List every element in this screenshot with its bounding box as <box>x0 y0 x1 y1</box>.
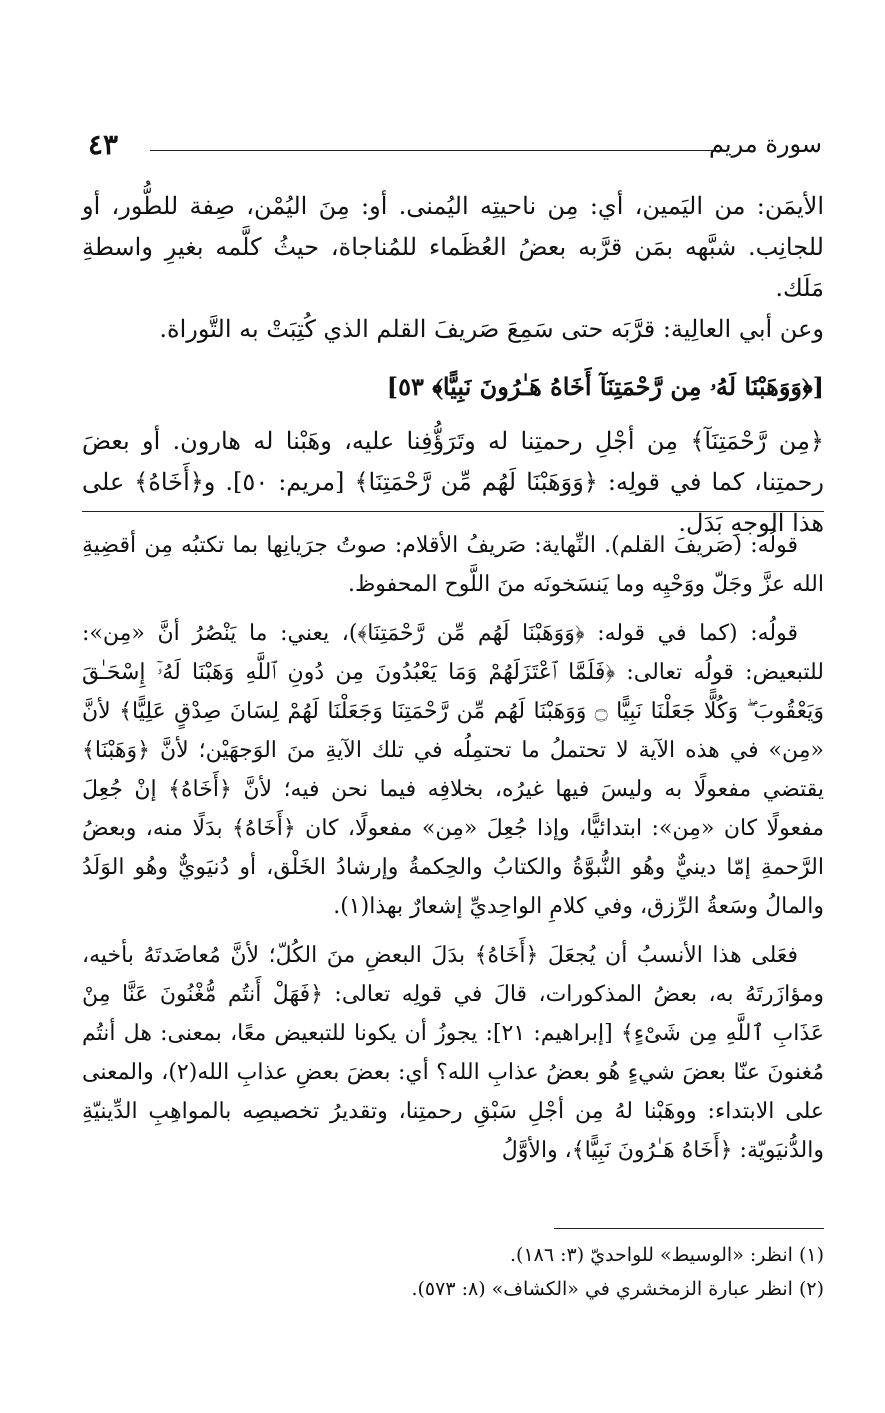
surah-title: سورة مريم <box>708 130 822 158</box>
main-paragraph-3: ﴿مِن رَّحْمَتِنَآ﴾ مِن أجْلِ رحمتِنا له وتَرَؤُّفِنا عليه، وهَبْنا له هارون. أو بعضَ رحمتِنا، كما في قولِه: ﴿وَوَهَبْنَا لَهُم مِّن رَّحْمَتِنَا﴾ [مريم: ٥٠]. و﴿أَخَاهُ﴾ على هذا الوجهِ بَدَل. <box>82 427 825 537</box>
commentary-paragraph-3: فعَلى هذا الأنسبُ أن يُجعَلَ ﴿أَخَاهُ﴾ بدَلَ البعضِ منَ الكُلّ؛ لأنَّ مُعاضَدتَهُ بأخيه، ومؤازَرتَهُ به، بعضُ المذكورات، قالَ في قولِه تعالى: ﴿فَهَلْ أَنتُم مُّغْنُونَ عَنَّا مِنْ عَذَابِ ٱللَّهِ مِن شَىْءٍ﴾ [إبراهيم: ٢١]: يجوزُ أن يكونا للتبعيض معًا، بمعنى: هل أنتُم مُغنونَ عنّا بعضَ شيءٍ هُو بعضُ عذابِ الله؟ أي: بعضَ بعضِ عذابِ الله(٢)، والمعنى على الابتداء: ووهَبْنا لهُ مِن أجْلِ سَبْقِ رحمتِنا، وتقديرُ تخصيصِه بالمواهِبِ الدِّينيّةِ والدُّنيَويّة: ﴿أَخَاهُ هَـٰرُونَ نَبِيًّا﴾، والأوَّلُ <box>82 943 824 1163</box>
quran-verse: [﴿وَوَهَبْنَا لَهُۥ مِن رَّحْمَتِنَآ أَخَاهُ هَـٰرُونَ نَبِيًّا﴾ ٥٣] <box>386 372 824 401</box>
footnotes <box>82 1238 824 1306</box>
running-header <box>88 128 822 168</box>
main-divider <box>82 511 824 512</box>
main-text <box>82 186 824 544</box>
main-paragraph-2: وعن أبي العالِية: قرَّبَه حتى سَمِعَ صَريفَ القلم الذي كُتِبَتْ به التَّوراة. <box>159 315 824 343</box>
header-rule <box>150 150 726 151</box>
footnote-1: (١) انظر: «الوسيط» للواحديّ (٣: ١٨٦). <box>510 1244 824 1266</box>
commentary-paragraph-1: قولُه: (صَريفَ القلم). النِّهاية: صَريفُ الأقلام: صوتُ جرَيانِها بما تكتبُه مِن أقضِيةِ الله عزَّ وجَلّ ووَحْيِه وما يَنسَخونَه منَ اللَّوح المحفوظ. <box>82 533 824 597</box>
main-paragraph-1: الأيمَن: من اليَمين، أي: مِن ناحيتِه اليُمنى. أو: مِنَ اليُمْن، صِفة للطُّور، أو للجانِب. شبَّهه بمَن قرَّبه بعضُ العُظَماء للمُناجاة، حيثُ كلَّمه بغيرِ واسطةِ مَلَك. <box>82 192 824 302</box>
footnote-2: (٢) انظر عبارة الزمخشري في «الكشاف» (٨: ٥٧٣). <box>411 1278 824 1300</box>
commentary <box>82 526 824 1180</box>
commentary-paragraph-2: قولُه: (كما في قوله: ﴿وَوَهَبْنَا لَهُم مِّن رَّحْمَتِنَا﴾)، يعني: ما يَنْصُرُ أنَّ «مِن»: للتبعيض: قولُه تعالى: ﴿فَلَمَّا ٱعْتَزَلَهُمْ وَمَا يَعْبُدُونَ مِن دُونِ ٱللَّهِ وَهَبْنَا لَهُۥٓ إِسْحَـٰقَ وَيَعْقُوبَ ۖ وَكُلًّا جَعَلْنَا نَبِيًّا ۝ وَوَهَبْنَا لَهُم مِّن رَّحْمَتِنَا وَجَعَلْنَا لَهُمْ لِسَانَ صِدْقٍ عَلِيًّا﴾ لأنَّ «مِن» في هذه الآية لا تحتملُ ما تحتمِلُه في تلك الآيةِ منَ الوَجهَيْن؛ لأنَّ ﴿وَهَبْنَا﴾ يقتضي مفعولًا به وليسَ فيها غيرُه، بخلافِه فيما نحن فيه؛ لأنَّ ﴿أَخَاهُ﴾ إنْ جُعِلَ مفعولًا كان «مِن»: ابتدائيًّا، وإذا جُعِلَ «مِن» مفعولًا، كان ﴿أَخَاهُ﴾ بدَلًا منه، وبعضُ الرَّحمةِ إمّا دينيٌّ وهُو النُّبوَّةُ والكتابُ والحِكمةُ وإرشادُ الخَلْق، أو دُنيَويٌّ وهُو الوَلَدُ والمالُ وسَعةُ الرِّزق، وفي كلامِ الواحِديِّ إشعارٌ بهذا(١). <box>82 621 824 919</box>
page-number: ٤٣ <box>88 128 119 161</box>
footnote-divider <box>554 1228 824 1229</box>
